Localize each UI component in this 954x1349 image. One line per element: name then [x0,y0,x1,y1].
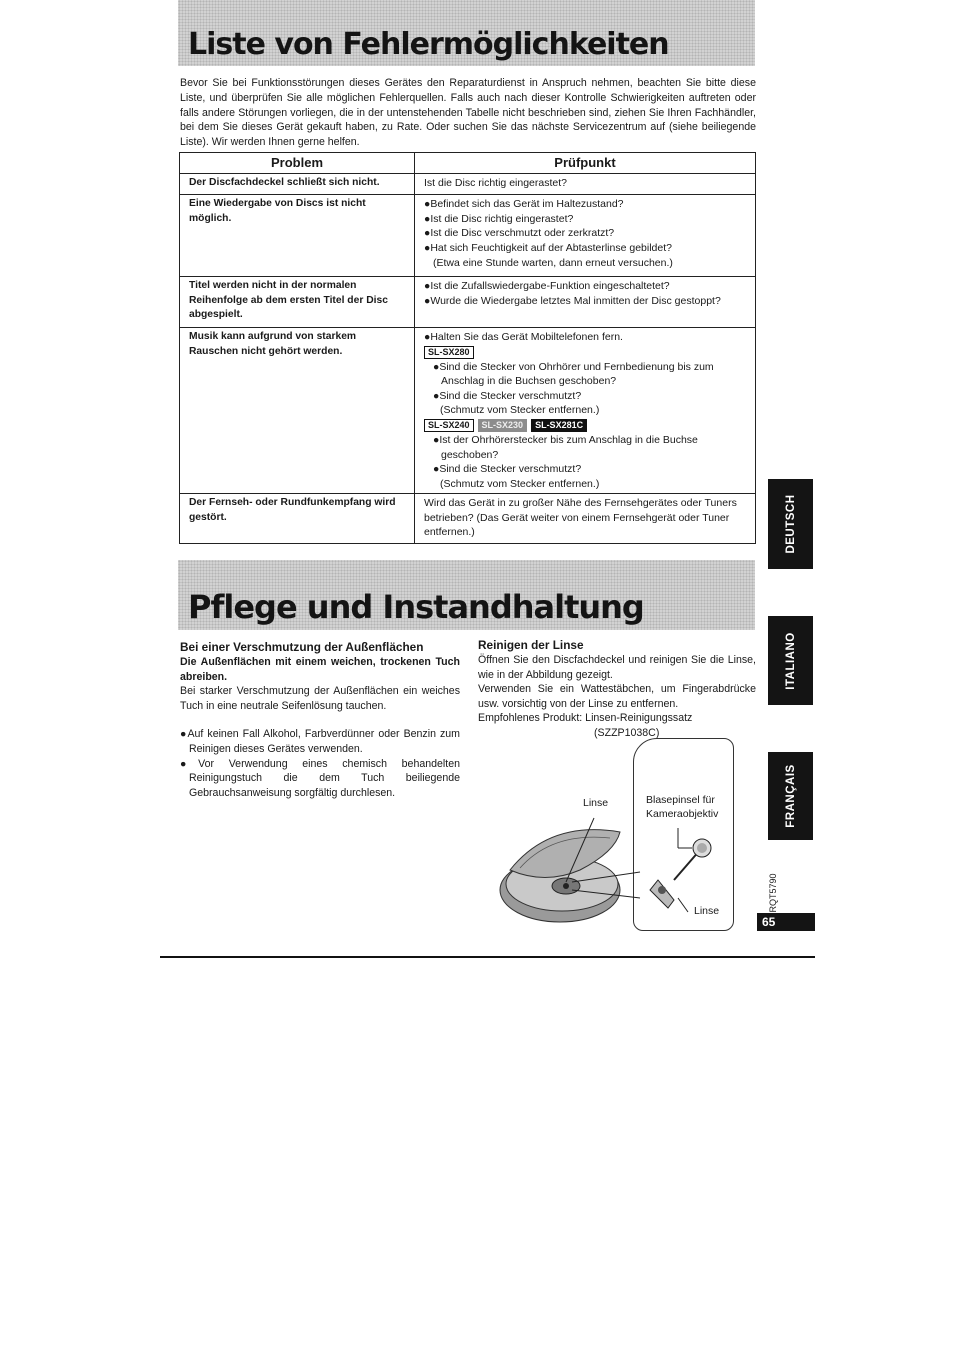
section-title: Pflege und Instandhaltung [188,588,644,626]
check-cell [415,173,756,195]
table-header-row [180,153,756,174]
check-item: ●Halten Sie das Gerät Mobiltelefonen fern. [424,330,623,343]
check-item: ●Ist die Disc verschmutzt oder zerkratzt? [424,227,615,240]
section-banner-maintenance [178,560,755,630]
check-item: ●Sind die Stecker von Ohrhörer und Fernbedienung bis zum Anschlag in die Buchsen geschoben? [433,360,714,388]
check-item: ●Sind die Stecker verschmutzt? [433,389,582,402]
lens-cleaning-column [478,638,756,741]
check-cell [415,195,756,277]
page-number: 65 [757,913,815,931]
exterior-cleaning-column [180,640,460,800]
check-item: Ist die Disc richtig eingerastet? [424,176,567,189]
exterior-warning: ●Vor Verwendung eines chemisch behandelten Reinigungstuch die dem Tuch beiliegende Gebrauchsanweisung sorgfältig durchlesen. [180,757,460,799]
check-note: (Schmutz vom Stecker entfernen.) [440,477,600,490]
section-banner-troubleshooting [178,0,755,66]
problem-cell: Titel werden nicht in der normalen Reihenfolge ab dem ersten Titel der Disc abgespielt. [180,277,415,328]
exterior-warning: ●Auf keinen Fall Alkohol, Farbverdünner oder Benzin zum Reinigen dieses Gerätes verwenden. [180,728,460,755]
table-row [180,494,756,544]
tab-label: DEUTSCH [784,494,797,554]
language-tab-italiano[interactable] [768,616,813,705]
language-tab-francais[interactable] [768,752,813,840]
problem-cell: Musik kann aufgrund von starkem Rauschen nicht gehört werden. [180,327,415,493]
document-code-text: RQT5790 [768,873,778,913]
model-badge: SL-SX240 [424,419,474,432]
check-item: ●Wurde die Wiedergabe letztes Mal inmitten der Disc gestoppt? [424,294,721,307]
header-check: Prüfpunkt [415,153,756,174]
check-cell [415,277,756,328]
model-badge: SL-SX230 [478,419,528,432]
table-row [180,195,756,277]
check-item: ●Sind die Stecker verschmutzt? [433,463,582,476]
check-item: ●Hat sich Feuchtigkeit auf der Abtasterlinse gebildet? [424,241,672,254]
table-row [180,277,756,328]
check-note: (Etwa eine Stunde warten, dann erneut versuchen.) [433,256,673,269]
model-badge: SL-SX280 [424,346,474,359]
intro-paragraph: Bevor Sie bei Funktionsstörungen dieses Gerätes den Reparaturdienst in Anspruch nehmen, beachten Sie bitte diese Liste, und überprüfen Sie alle möglichen Fehlerquellen. Falls auch nach dieser Kontrolle Schwierigkeiten auftreten oder falls andere Störungen vorliegen, die in der untenstehenden Tabelle nicht beschrieben sind, ziehen Sie Ihren Fachhändler, bei dem Sie dieses Gerät gekauft haben, zu Rate. Oder suchen Sie das nächste Servicezentrum auf (siehe beiliegende Liste). Wir werden Ihnen gerne helfen. [180,77,756,149]
check-item: ●Befindet sich das Gerät im Haltezustand? [424,198,624,211]
section-title: Liste von Fehlermöglichkeiten [188,27,669,62]
lens-product: Empfohlenes Produkt: Linsen-Reinigungssatz [478,712,693,725]
problem-cell: Der Fernseh- oder Rundfunkempfang wird gestört. [180,494,415,544]
check-note: (Schmutz vom Stecker entfernen.) [440,404,600,417]
tab-label: ITALIANO [784,631,797,690]
problem-cell: Eine Wiedergabe von Discs ist nicht möglich. [180,195,415,277]
check-cell [415,327,756,493]
check-item: ●Ist die Zufallswiedergabe-Funktion eingeschaltetet? [424,280,670,293]
lens-text: Verwenden Sie ein Wattestäbchen, um Fingerabdrücke usw. vorsichtig von der Linse zu entfernen. [478,683,756,710]
check-item: ●Ist der Ohrhörerstecker bis zum Anschlag in die Buchse geschoben? [433,433,698,461]
troubleshooting-table [179,152,756,544]
exterior-heading: Bei einer Verschmutzung der Außenflächen [180,640,424,654]
figure-label-lens: Linse [583,797,609,809]
language-tab-deutsch[interactable] [768,479,813,569]
document-code [763,873,783,913]
table-row [180,327,756,493]
lens-text: Öffnen Sie den Discfachdeckel und reinigen Sie die Linse, wie in der Abbildung gezeigt. [478,654,756,681]
lens-heading: Reinigen der Linse [478,638,584,652]
exterior-instruction: Die Außenflächen mit einem weichen, trockenen Tuch abreiben. [180,656,460,683]
bottom-rule [160,956,815,958]
check-item: Wird das Gerät in zu großer Nähe des Fernsehgerätes oder Tuners betrieben? (Das Gerät weiter von einem Fernsehgerät oder Tuner entfernen.) [424,497,737,539]
table-row [180,173,756,195]
lens-product-code: (SZZP1038C) [594,726,660,739]
figure-label-lens-detail: Linse [694,905,720,917]
problem-cell: Der Discfachdeckel schließt sich nicht. [180,173,415,195]
exterior-text: Bei starker Verschmutzung der Außenflächen ein weiches Tuch in eine neutrale Seifenlösung tauchen. [180,685,460,712]
header-problem: Problem [180,153,415,174]
check-cell [415,494,756,544]
model-badge: SL-SX281C [531,419,587,432]
check-item: ●Ist die Disc richtig eingerastet? [424,212,574,225]
figure-label-brush: Blasepinsel für Kameraobjektiv [646,794,719,820]
tab-label: FRANÇAIS [784,764,797,828]
